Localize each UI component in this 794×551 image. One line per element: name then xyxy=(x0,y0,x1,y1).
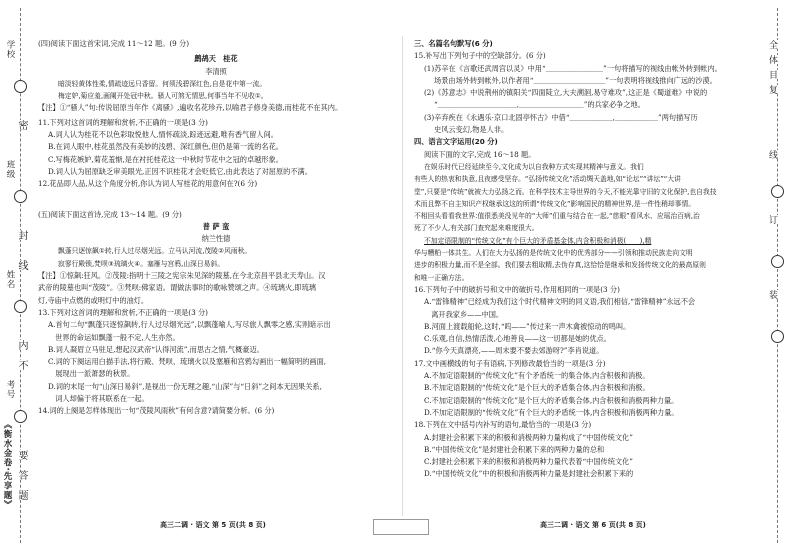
option: 展现出一派萧瑟的秋景。 xyxy=(48,369,135,379)
right-vertical-char: 复 xyxy=(767,85,777,94)
page-footer-right: 高三二调 · 语文 第 6 页(共 8 页) xyxy=(540,521,646,529)
cut-char: 密 xyxy=(16,120,27,130)
fill-blank: (3)辛弃疾在《永遇乐·京口北固亭怀古》中借“＿＿＿＿＿＿,＿＿＿＿＿＿”两句描写历 xyxy=(424,112,698,122)
binding-hole-icon xyxy=(771,330,784,343)
passage-line: 不相回头看看我世界:值很悉美没见年的“大师”们重与结合在一起,“慈眼”看风水、应瑶治百病,治 xyxy=(414,212,700,221)
binding-hole-icon xyxy=(771,255,784,268)
reading-intro: 阅读下面的文字,完成 16～18 题。 xyxy=(424,149,536,159)
option: D.“你今天真漂亮,——周末要不要去郊游呀?”李肖说道。 xyxy=(424,346,604,356)
name-label: 姓名 xyxy=(5,270,15,289)
option: 离开我家乡——中国。 xyxy=(424,309,504,319)
cut-char: 内 xyxy=(16,340,27,350)
binding-hole-icon xyxy=(14,410,27,423)
right-vertical-char: 全 xyxy=(767,40,777,49)
passage-line: 术而且弊不自主知识产权继承这这的所谓“传统文化”影响国民的精神世界,是一件性稍却事情。 xyxy=(414,199,696,208)
cut-char: 要 xyxy=(16,450,27,460)
poem-title: 鹧鸪天 桂花 xyxy=(194,54,238,64)
poem-title: 普 萨 蛮 xyxy=(202,221,230,231)
option: D.词人认为屈原缺乏审美眼光,正因不识桂花才会贬低它,由此表达了对屈原的不满。 xyxy=(48,166,312,176)
option: A.“雷锋精神”已经成为我们这个时代精神文明的同义语,我们相信,“雷锋精神”永远不会 xyxy=(424,297,696,307)
option: B.在词人眼中,桂花虽然没有美妙的浅碧、深红颜色,但仍是第一流的名花。 xyxy=(48,142,283,152)
passage-line: 和唯一正确方法。 xyxy=(414,273,469,282)
cut-char: 答 xyxy=(16,470,27,480)
column-divider xyxy=(402,36,403,516)
cut-char: 线 xyxy=(16,260,27,270)
page-footer-left: 高三二调 · 语文 第 5 页(共 8 页) xyxy=(160,521,266,529)
poem-note: 武帝的陵墓也叫“茂陵”。③梵呗:佛家语。谓做法事时的歌咏赞颂之声。④琉璃火,即琉璃 xyxy=(38,283,316,293)
option: A.词人认为桂花不以色彩取悦他人,情怀疏淡,踪迹远避,唯有香气留人间。 xyxy=(48,130,278,140)
option: A.封建社会积累下来的积极和消极两种力量构成了“中国传统文化” xyxy=(424,432,633,442)
right-binding-strip xyxy=(764,0,794,551)
option: C.写梅花嫉妒,菊花羞惭,是在衬托桂花这一中秋时节花中之冠的卓越形象。 xyxy=(48,154,283,164)
question-18: 18.下列在文中括号内补写的语句,最恰当的一项是(3 分) xyxy=(414,420,592,430)
right-vertical-char: 订 xyxy=(767,215,777,224)
binding-hole-icon xyxy=(14,300,27,313)
fill-blank: (1)苏辛在《言歌还武周宫以灵》中用“＿＿＿＿＿＿＿＿”一句将描写的视线由帐外转到帐内。 xyxy=(424,63,722,73)
left-column xyxy=(38,38,394,418)
poem-line: 寂寥行殿锁,梵呗③琉璃火④。塞雁与宫鸦,山深日易斜。 xyxy=(58,259,225,268)
option: 世界的命运如飘蓬一般不定,人生亦然。 xyxy=(48,332,180,342)
passage-line: 堂”,只要是“传统”就被大力弘扬之而。在科学技术主导世界的今天,不能光靠守旧的文化保护,也自我技 xyxy=(414,187,717,196)
option: A.不加定语限制的“传统文化”有个矛盾统一的集合体,内含积极和消极。 xyxy=(424,371,650,381)
poem-author: 李清照 xyxy=(205,66,227,76)
option: C.封建社会积累下来的积极和消极两种力量代表着“中国传统文化” xyxy=(424,457,633,467)
passage-underlined-sentence: 不加定语限制的“传统文化”有个巨大的矛盾基金体,内含积极和消极( ),精 xyxy=(424,236,652,245)
option: 词人却偏于将其联系在一起。 xyxy=(48,394,149,404)
right-vertical-char: 体 xyxy=(767,55,777,64)
option: B.河面上渡载船轮,这时,“呜——”传过来一声木禽被惊动的鸣叫。 xyxy=(424,321,631,331)
right-vertical-char: 线 xyxy=(767,150,777,159)
option: B.不加定语限制的“传统文化”是个巨大的矛盾集合体,内含积极和消极。 xyxy=(424,383,650,393)
option: C.乐观,自信,热情活泼,心地善良——这一切都是她的优点。 xyxy=(424,334,611,344)
cut-char: 题 xyxy=(16,490,27,500)
question-14: 14.词的上阕是怎样体现出一句“茂陵风雨秋”有何含意?请简要分析。(6 分) xyxy=(38,406,275,416)
right-column xyxy=(414,38,766,481)
option: B.“中国传统文化”是封建社会积累下来的两种力量的总和 xyxy=(424,444,605,454)
fill-blank: 场景由场外转到帐外,以作者用“＿＿＿＿＿＿＿＿＿＿”一句表明将视线推向广远的沙漠。 xyxy=(434,75,717,85)
option: C.词的下阕运用白描手法,将行殿、梵呗、琉璃火以及塞雁和宫鸦勾画出一幅简明的画面, xyxy=(48,357,327,367)
question-16: 16.下列句子中的破折号和文中的破折号,作用相同的一项是(3 分) xyxy=(414,284,620,294)
section-intro: (四)阅读下面这首宋词,完成 11～12 题。(9 分) xyxy=(38,39,190,48)
section-heading: 三、名篇名句默写(6 分) xyxy=(414,39,493,48)
question-17: 17.文中画横线的句子有语病,下列修改最恰当的一项是(3 分) xyxy=(414,358,606,368)
center-footer-box xyxy=(373,519,429,535)
section-heading: 四、语言文字运用(20 分) xyxy=(414,137,498,147)
question-15: 15.补写出下列句子中的空缺部分。(6 分) xyxy=(414,51,546,61)
passage-line: 在娱乐时代已经延续至今,文化成为以自我种方式实现其精神与意义。我们 xyxy=(424,162,644,171)
school-label: 学校 xyxy=(5,40,15,59)
poem-note: 灯,寺庙中点燃的或明灯中的油灯。 xyxy=(38,295,149,305)
fill-blank: (2)《苏意志》中说荆州的镇阳关“四面陡立,大夫溯洄,易守难攻”,这正是《蜀道难》中说的 xyxy=(424,88,708,98)
cut-char: 封 xyxy=(16,230,27,240)
seat-label: 考号 xyxy=(5,380,15,399)
right-vertical-char: 目 xyxy=(767,70,777,79)
fill-blank: “＿＿＿＿＿＿＿＿＿＿＿,＿＿＿＿＿＿＿＿＿”的兵家必争之地。 xyxy=(434,100,645,110)
cut-char: 不 xyxy=(16,360,27,370)
option: D.词的末尾一句“山深日易斜”,是视出一份无理之趣,“山深”与“日斜”之间本无因果关系, xyxy=(48,381,322,391)
binding-hole-icon xyxy=(14,190,27,203)
section-intro: (五)阅读下面这首诗,完成 13～14 题。(9 分) xyxy=(38,209,182,219)
question-11: 11.下列对这首词的理解和赏析,不正确的一项是(3 分) xyxy=(38,117,208,127)
option: D.“中国传统文化”中的积极和消极两种力量是封建社会积累下来的 xyxy=(424,469,634,479)
question-13: 13.下列对这首词的理解和赏析,不正确的一项是(3 分) xyxy=(38,307,208,317)
poem-line: 暗淡轻黄体性柔,情疏迹远只香留。何须浅碧深红色,自是花中第一流。 xyxy=(58,79,267,88)
passage-line: 死了不少人,有关部门查究起来难度很大。 xyxy=(414,224,539,233)
binding-hole-icon xyxy=(771,185,784,198)
passage-line: 有些人的热衷和执意,且夜感受坚存。“弘扬传统文化”活动绸天盖地,如“论坛”“讲坛”“大讲 xyxy=(414,175,681,184)
binding-hole-icon xyxy=(14,80,27,93)
poem-note: 【注】①“骚人”句:传说屈原当年作《离骚》,遍收名花珍卉,以喻君子修身美德,而桂花不在其内。 xyxy=(38,103,343,113)
brand-vertical: 《衡水金卷·先享题》 xyxy=(2,420,12,510)
fill-blank: 史风云变幻,物是人非。 xyxy=(434,125,509,135)
question-12: 12.花品即人品,从这个角度分析,你认为词人写桂花的用意何在?(6 分) xyxy=(38,179,258,189)
option: A.首句二句“飘蓬只逐惊飙转,行人过尽烟光远”,以飘蓬喻人,写尽旅人飘零之感,实则暗示出 xyxy=(48,320,331,330)
poem-line: 梅定妒,菊应羞,画阑开处冠中秋。骚人可煞无情思,何事当年不见收①。 xyxy=(58,92,268,101)
class-label: 班级 xyxy=(5,160,15,179)
option: D.不加定语限制的“传统文化”有个巨大的矛盾统一体,内含积极和消极两种力量。 xyxy=(424,407,679,417)
binding-strip xyxy=(0,0,28,551)
poem-note: 【注】①惊飙:狂风。②茂陵:指明十三陵之宪宗朱见深的陵墓,在今北京昌平县北天寿山。汉 xyxy=(38,271,326,281)
option: C.不加定语限制的“传统文化”是个巨大的矛盾集合体,内含积极和消极两种力量。 xyxy=(424,395,679,405)
poem-author: 纳兰性德 xyxy=(201,234,231,244)
poem-line: 飘蓬只逐惊飙①转,行人过尽烟光远。立马认河流,茂陵②风雨秋。 xyxy=(58,247,252,256)
option: B.词人凝眉立马驻足,想起汉武帝“认得河流”,而思古之情,气概豪迈。 xyxy=(48,344,264,354)
right-vertical-char: 装 xyxy=(767,290,777,299)
passage-line: 华与糟粕一体共生。人们在大力弘扬的是传统文化中的优秀部分——引领和推动民族走向文明 xyxy=(414,249,693,258)
passage-line: 进步的积极力量,而不是全部。我们要去粗取精,去伪存真,这恰恰是继承和发扬传统文化的最高原则 xyxy=(414,261,706,270)
